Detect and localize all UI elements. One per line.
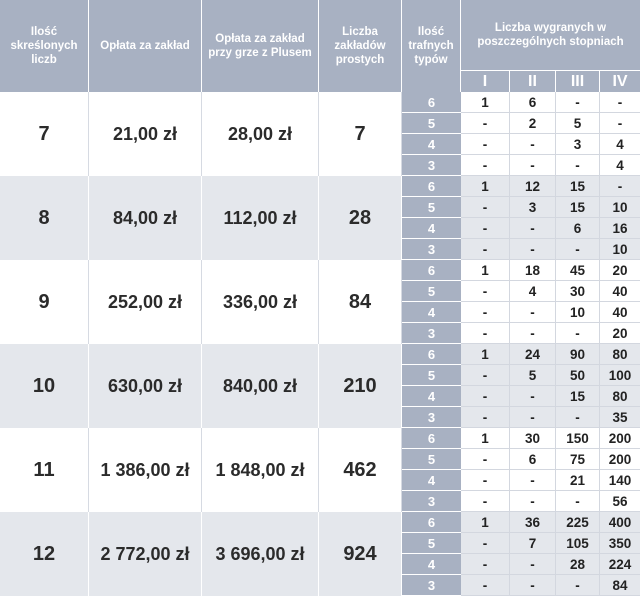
- win-count-degree-4: 4: [600, 134, 640, 155]
- hits-cell: 5: [402, 449, 461, 470]
- win-count-degree-3: 6: [556, 218, 600, 239]
- win-count-degree-2: 6: [510, 449, 556, 470]
- win-count-degree-1: -: [461, 491, 510, 512]
- hits-cell: 3: [402, 155, 461, 176]
- win-count-degree-4: 100: [600, 365, 640, 386]
- fee-plus-cell: 3 696,00 zł: [202, 512, 319, 596]
- win-count-degree-1: -: [461, 239, 510, 260]
- win-count-degree-3: 50: [556, 365, 600, 386]
- win-count-degree-3: 28: [556, 554, 600, 575]
- fee-plus-cell: 840,00 zł: [202, 344, 319, 428]
- hits-cell: 4: [402, 218, 461, 239]
- win-count-degree-4: 350: [600, 533, 640, 554]
- table-row: [0, 260, 640, 281]
- win-count-degree-3: -: [556, 239, 600, 260]
- win-count-degree-2: -: [510, 470, 556, 491]
- win-count-degree-3: -: [556, 491, 600, 512]
- win-count-degree-2: 36: [510, 512, 556, 533]
- fee-plus-cell: 112,00 zł: [202, 176, 319, 260]
- win-count-degree-4: 200: [600, 428, 640, 449]
- win-count-degree-1: -: [461, 533, 510, 554]
- win-count-degree-4: 20: [600, 323, 640, 344]
- win-count-degree-1: -: [461, 281, 510, 302]
- win-count-degree-2: -: [510, 239, 556, 260]
- crossed-numbers-cell: 12: [0, 512, 89, 596]
- table-row: [0, 176, 640, 197]
- win-count-degree-2: -: [510, 302, 556, 323]
- win-count-degree-3: 75: [556, 449, 600, 470]
- hits-cell: 6: [402, 176, 461, 197]
- crossed-numbers-cell: 7: [0, 92, 89, 176]
- hits-cell: 6: [402, 344, 461, 365]
- win-count-degree-1: -: [461, 197, 510, 218]
- win-count-degree-1: -: [461, 155, 510, 176]
- win-count-degree-2: 12: [510, 176, 556, 197]
- win-count-degree-4: 80: [600, 386, 640, 407]
- header-wins: Liczba wygranych w poszczególnych stopniach: [461, 0, 640, 70]
- win-count-degree-3: 21: [556, 470, 600, 491]
- hits-cell: 5: [402, 197, 461, 218]
- simple-bets-cell: 210: [319, 344, 402, 428]
- table-row: [0, 92, 640, 113]
- hits-cell: 5: [402, 281, 461, 302]
- win-count-degree-4: 4: [600, 155, 640, 176]
- header-degree-2: II: [510, 70, 556, 92]
- fee-cell: 21,00 zł: [89, 92, 202, 176]
- win-count-degree-4: 10: [600, 239, 640, 260]
- win-count-degree-3: -: [556, 575, 600, 596]
- win-count-degree-3: -: [556, 323, 600, 344]
- win-count-degree-1: -: [461, 554, 510, 575]
- win-count-degree-2: -: [510, 323, 556, 344]
- hits-cell: 3: [402, 407, 461, 428]
- hits-cell: 6: [402, 260, 461, 281]
- win-count-degree-3: 45: [556, 260, 600, 281]
- simple-bets-cell: 924: [319, 512, 402, 596]
- win-count-degree-1: -: [461, 323, 510, 344]
- win-count-degree-3: 15: [556, 176, 600, 197]
- win-count-degree-3: 5: [556, 113, 600, 134]
- header-crossed-numbers: Ilość skreślonych liczb: [0, 0, 89, 92]
- fee-cell: 1 386,00 zł: [89, 428, 202, 512]
- hits-cell: 5: [402, 113, 461, 134]
- win-count-degree-2: 18: [510, 260, 556, 281]
- table-body: [0, 92, 640, 596]
- hits-cell: 4: [402, 554, 461, 575]
- win-count-degree-3: 90: [556, 344, 600, 365]
- win-count-degree-4: 40: [600, 281, 640, 302]
- crossed-numbers-cell: 10: [0, 344, 89, 428]
- hits-cell: 6: [402, 92, 461, 113]
- win-count-degree-1: 1: [461, 260, 510, 281]
- win-count-degree-2: 2: [510, 113, 556, 134]
- win-count-degree-4: 224: [600, 554, 640, 575]
- win-count-degree-3: -: [556, 92, 600, 113]
- win-count-degree-4: 35: [600, 407, 640, 428]
- crossed-numbers-cell: 8: [0, 176, 89, 260]
- win-count-degree-2: 3: [510, 197, 556, 218]
- hits-cell: 3: [402, 323, 461, 344]
- win-count-degree-2: -: [510, 554, 556, 575]
- fee-cell: 84,00 zł: [89, 176, 202, 260]
- win-count-degree-2: -: [510, 407, 556, 428]
- header-degree-1: I: [461, 70, 510, 92]
- hits-cell: 5: [402, 365, 461, 386]
- fee-cell: 630,00 zł: [89, 344, 202, 428]
- fee-cell: 252,00 zł: [89, 260, 202, 344]
- win-count-degree-4: 56: [600, 491, 640, 512]
- win-count-degree-4: 200: [600, 449, 640, 470]
- win-count-degree-4: 16: [600, 218, 640, 239]
- win-count-degree-4: -: [600, 92, 640, 113]
- win-count-degree-1: -: [461, 218, 510, 239]
- win-count-degree-2: -: [510, 134, 556, 155]
- header-fee-plus: Opłata za zakład przy grze z Plusem: [202, 0, 319, 92]
- win-count-degree-2: -: [510, 218, 556, 239]
- win-count-degree-3: 105: [556, 533, 600, 554]
- hits-cell: 6: [402, 428, 461, 449]
- win-count-degree-4: 84: [600, 575, 640, 596]
- win-count-degree-4: 400: [600, 512, 640, 533]
- simple-bets-cell: 7: [319, 92, 402, 176]
- win-count-degree-4: -: [600, 113, 640, 134]
- win-count-degree-1: -: [461, 470, 510, 491]
- hits-cell: 3: [402, 491, 461, 512]
- fee-plus-cell: 1 848,00 zł: [202, 428, 319, 512]
- win-count-degree-4: 140: [600, 470, 640, 491]
- win-count-degree-1: -: [461, 302, 510, 323]
- simple-bets-cell: 462: [319, 428, 402, 512]
- crossed-numbers-cell: 11: [0, 428, 89, 512]
- win-count-degree-2: 30: [510, 428, 556, 449]
- table-row: [0, 344, 640, 365]
- header-degree-4: IV: [600, 70, 640, 92]
- win-count-degree-3: -: [556, 155, 600, 176]
- win-count-degree-1: -: [461, 449, 510, 470]
- win-count-degree-4: 80: [600, 344, 640, 365]
- win-count-degree-1: 1: [461, 176, 510, 197]
- win-count-degree-2: -: [510, 575, 556, 596]
- win-count-degree-1: -: [461, 386, 510, 407]
- fee-cell: 2 772,00 zł: [89, 512, 202, 596]
- win-count-degree-4: 10: [600, 197, 640, 218]
- win-count-degree-1: 1: [461, 512, 510, 533]
- hits-cell: 4: [402, 386, 461, 407]
- win-count-degree-1: 1: [461, 428, 510, 449]
- hits-cell: 4: [402, 302, 461, 323]
- hits-cell: 3: [402, 575, 461, 596]
- win-count-degree-3: 225: [556, 512, 600, 533]
- win-count-degree-3: 15: [556, 197, 600, 218]
- win-count-degree-3: 15: [556, 386, 600, 407]
- simple-bets-cell: 28: [319, 176, 402, 260]
- hits-cell: 3: [402, 239, 461, 260]
- win-count-degree-1: -: [461, 113, 510, 134]
- win-count-degree-4: -: [600, 176, 640, 197]
- win-count-degree-3: -: [556, 407, 600, 428]
- win-count-degree-1: -: [461, 575, 510, 596]
- crossed-numbers-cell: 9: [0, 260, 89, 344]
- win-count-degree-1: -: [461, 365, 510, 386]
- win-count-degree-2: -: [510, 386, 556, 407]
- win-count-degree-3: 3: [556, 134, 600, 155]
- win-count-degree-2: -: [510, 491, 556, 512]
- header-degree-3: III: [556, 70, 600, 92]
- win-count-degree-2: 4: [510, 281, 556, 302]
- win-count-degree-3: 30: [556, 281, 600, 302]
- win-count-degree-3: 150: [556, 428, 600, 449]
- hits-cell: 5: [402, 533, 461, 554]
- hits-cell: 4: [402, 134, 461, 155]
- win-count-degree-2: 6: [510, 92, 556, 113]
- win-count-degree-2: 7: [510, 533, 556, 554]
- hits-cell: 6: [402, 512, 461, 533]
- header-hits: Ilość trafnych typów: [402, 0, 461, 92]
- win-count-degree-1: 1: [461, 92, 510, 113]
- win-count-degree-1: -: [461, 407, 510, 428]
- win-count-degree-2: 24: [510, 344, 556, 365]
- table-row: [0, 428, 640, 449]
- header-fee: Opłata za zakład: [89, 0, 202, 92]
- win-count-degree-3: 10: [556, 302, 600, 323]
- win-count-degree-4: 40: [600, 302, 640, 323]
- win-count-degree-2: -: [510, 155, 556, 176]
- simple-bets-cell: 84: [319, 260, 402, 344]
- hits-cell: 4: [402, 470, 461, 491]
- win-count-degree-2: 5: [510, 365, 556, 386]
- win-count-degree-1: -: [461, 134, 510, 155]
- header-simple-bets: Liczba zakładów prostych: [319, 0, 402, 92]
- table-row: [0, 512, 640, 533]
- win-count-degree-4: 20: [600, 260, 640, 281]
- fee-plus-cell: 336,00 zł: [202, 260, 319, 344]
- win-count-degree-1: 1: [461, 344, 510, 365]
- fee-plus-cell: 28,00 zł: [202, 92, 319, 176]
